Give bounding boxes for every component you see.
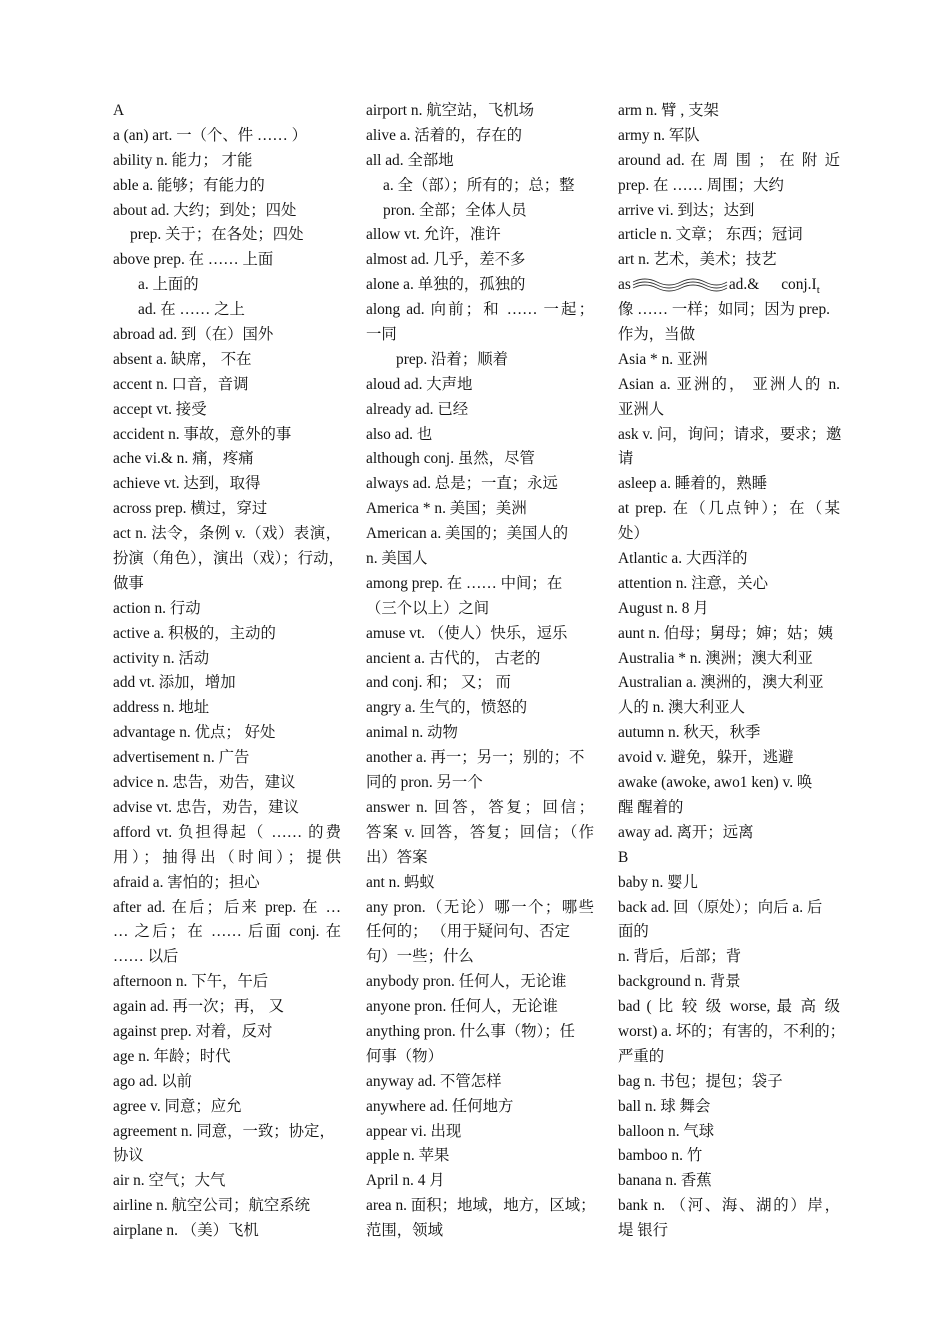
entry-line: animal n. 动物 — [366, 724, 458, 742]
entry-line: 范围，领域 — [366, 1222, 443, 1240]
entry-line: away ad. 离开；远离 — [618, 823, 754, 841]
entry-line: appear vi. 出现 — [366, 1122, 462, 1140]
column-1 — [113, 99, 344, 1244]
entry-line: baby n. 婴儿 — [618, 873, 698, 891]
entry-line: alive a. 活着的，存在的 — [366, 126, 523, 144]
entry-line: apple n. 苹果 — [366, 1147, 450, 1165]
entry-line: autumn n. 秋天，秋季 — [618, 724, 761, 742]
entry-line: bamboo n. 竹 — [618, 1147, 703, 1165]
entry-line: army n. 军队 — [618, 126, 700, 144]
entry-line: anybody pron. 任何人，无论谁 — [366, 973, 567, 991]
entry-line: 句）一些；什么 — [366, 948, 474, 966]
entry-line: ad. 在 …… 之上 — [138, 301, 245, 319]
wavy-underline-mark — [631, 280, 729, 292]
entry-line: absent a. 缺席， 不在 — [113, 350, 252, 368]
entry-line: 作为，当做 — [618, 326, 695, 344]
entry-line: 何事（物） — [366, 1047, 443, 1065]
entry-line: A — [113, 102, 125, 119]
entry-line: 处） — [618, 525, 649, 543]
entry-line: among prep. 在 …… 中间；在 — [366, 574, 563, 592]
entry-line: ball n. 球 舞会 — [618, 1097, 711, 1115]
entry-line: aloud ad. 大声地 — [366, 375, 473, 393]
entry-line: 堤 银行 — [618, 1222, 669, 1240]
entry-line: 亚洲人 — [618, 400, 665, 418]
entry-line: afford vt. 负担得起（ …… 的费 — [113, 823, 341, 841]
entry-line: 协议 — [113, 1147, 144, 1165]
entry-line: airline n. 航空公司；航空系统 — [113, 1197, 311, 1215]
entry-line: agree v. 同意；应允 — [113, 1097, 242, 1115]
entry-line: American a. 美国的；美国人的 — [366, 525, 569, 543]
entry-line: age n. 年龄；时代 — [113, 1047, 231, 1065]
entry-line: Australian a. 澳洲的，澳大利亚 — [618, 674, 824, 692]
entry-line: at prep. 在（几点钟）；在（某 — [618, 500, 840, 518]
entry-line: bad ( 比 较 级 worse, 最 高 级 — [618, 998, 840, 1016]
entry-line: awake (awoke, awo1 ken) v. 唤 — [618, 774, 813, 792]
entry-line: asleep a. 睡着的，熟睡 — [618, 475, 768, 493]
entry-line: article n. 文章； 东西；冠词 — [618, 226, 803, 244]
entry-line: accept vt. 接受 — [113, 400, 207, 418]
entry-line: （三个以上）之间 — [366, 599, 490, 617]
entry-line: a. 上面的 — [138, 276, 199, 294]
entry-line: another a. 再一；另一；别的；不 — [366, 749, 585, 767]
entry-line: across prep. 横过，穿过 — [113, 500, 268, 518]
entry-mark-sub: t — [816, 284, 820, 297]
entry-line: 人的 n. 澳大利亚人 — [618, 699, 745, 717]
entry-line: airport n. 航空站，飞机场 — [366, 102, 534, 119]
entry-line: America * n. 美国；美洲 — [366, 500, 527, 518]
entry-line: act n. 法令，条例 v.（戏）表演， — [113, 525, 341, 543]
entry-line: also ad. 也 — [366, 425, 433, 443]
entry-line: back ad. 回（原处）；向后 a. 后 — [618, 898, 823, 916]
entry-line: achieve vt. 达到，取得 — [113, 475, 261, 493]
column-2 — [366, 99, 594, 1244]
entry-line: although conj. 虽然，尽管 — [366, 450, 535, 468]
entry-line: anyone pron. 任何人，无论谁 — [366, 998, 558, 1016]
entry-line: prep. 在 …… 周围；大约 — [618, 176, 784, 194]
entry-line: again ad. 再一次；再， 又 — [113, 998, 284, 1016]
entry-line: ask v. 问，询问；请求，要求；邀 — [618, 425, 842, 443]
entry-line: allow vt. 允许，准许 — [366, 226, 501, 244]
entry-line: 出）答案 — [366, 848, 428, 866]
entry-line: arrive vi. 到达；达到 — [618, 201, 755, 219]
entry-line: 醒 醒着的 — [618, 798, 684, 816]
entry-line: 面的 — [618, 923, 649, 941]
entry-line: about ad. 大约；到处；四处 — [113, 201, 297, 219]
entry-line: add vt. 添加，增加 — [113, 674, 236, 692]
entry-line: arm n. 臂 , 支架 — [618, 102, 719, 119]
entry-line: afternoon n. 下午，午后 — [113, 973, 269, 991]
entry-line: ability n. 能力； 才能 — [113, 151, 253, 169]
entry-line: 请 — [618, 450, 634, 468]
entry-line: all ad. 全部地 — [366, 151, 454, 169]
entry-line: ant n. 蚂蚁 — [366, 873, 435, 891]
entry-line: 同的 pron. 另一个 — [366, 774, 483, 792]
entry-line: accident n. 事故，意外的事 — [113, 425, 292, 443]
entry-line: art n. 艺术，美术；技艺 — [618, 251, 777, 269]
entry-line: almost ad. 几乎，差不多 — [366, 251, 526, 269]
column-3 — [618, 99, 845, 1244]
entry-line: anywhere ad. 任何地方 — [366, 1097, 514, 1115]
entry-line: abroad ad. 到（在）国外 — [113, 326, 274, 344]
entry-line: prep. 关于；在各处；四处 — [130, 226, 304, 244]
entry-line: air n. 空气；大气 — [113, 1172, 226, 1190]
entry-line: area n. 面积；地域，地方，区域； — [366, 1197, 596, 1215]
entry-line: action n. 行动 — [113, 599, 201, 617]
entry-line: April n. 4 月 — [366, 1172, 445, 1190]
entry-line: ago ad. 以前 — [113, 1072, 193, 1090]
entry-line: Asia * n. 亚洲 — [618, 350, 708, 368]
entry-line: ache vi.& n. 痛，疼痛 — [113, 450, 254, 468]
entry-mark: I — [811, 276, 817, 294]
entry-line: … 之后；在 …… 后面 conj. 在 — [113, 923, 341, 941]
entry-line: airplane n. （美）飞机 — [113, 1222, 259, 1240]
entry-line: already ad. 已经 — [366, 400, 469, 418]
entry-line: ancient a. 古代的， 古老的 — [366, 649, 541, 667]
entry-line: Australia * n. 澳洲；澳大利亚 — [618, 649, 813, 667]
entry-line: bag n. 书包；提包；袋子 — [618, 1072, 783, 1090]
entry-line: Asian a. 亚洲的， 亚洲人的 n. — [618, 375, 840, 393]
entry-line: pron. 全部；全体人员 — [383, 201, 527, 219]
entry-line: anything pron. 什么事（物）；任 — [366, 1022, 576, 1040]
entry-line: a (an) art. 一（个、件 …… ） — [113, 126, 308, 144]
entry-line: accent n. 口音，音调 — [113, 375, 249, 393]
entry-line: address n. 地址 — [113, 699, 210, 717]
entry-line: alone a. 单独的，孤独的 — [366, 276, 526, 294]
entry-line: prep. 沿着；顺着 — [396, 350, 508, 368]
entry-line: angry a. 生气的，愤怒的 — [366, 699, 528, 717]
entry-line: any pron.（无论）哪一个；哪些 — [366, 898, 594, 916]
entry-line: advice n. 忠告，劝告，建议 — [113, 774, 296, 792]
entry-line: worst) a. 坏的；有害的，不利的； — [618, 1022, 845, 1040]
entry-line: n. 美国人 — [366, 550, 428, 568]
entry-line: answer n. 回答，答复；回信； — [366, 798, 594, 816]
entry-line: activity n. 活动 — [113, 649, 210, 667]
entry-line: around ad. 在 周 围 ； 在 附 近 — [618, 151, 840, 169]
entry-line: 像 …… 一样；如同；因为 prep. — [618, 301, 831, 319]
entry-line: always ad. 总是；一直；永远 — [366, 475, 558, 493]
entry-line — [618, 273, 840, 298]
entry-line: along ad. 向前；和 …… 一起； — [366, 301, 594, 319]
entry-line: aunt n. 伯母；舅母；婶；姑；姨 — [618, 624, 834, 642]
entry-line: able a. 能够；有能力的 — [113, 176, 265, 194]
entry-word: as — [618, 276, 631, 294]
entry-line: anyway ad. 不管怎样 — [366, 1072, 502, 1090]
entry-line: against prep. 对着，反对 — [113, 1022, 273, 1040]
entry-line: above prep. 在 …… 上面 — [113, 251, 274, 269]
entry-line: banana n. 香蕉 — [618, 1172, 712, 1190]
entry-line: advantage n. 优点； 好处 — [113, 724, 276, 742]
entry-line: advertisement n. 广告 — [113, 749, 250, 767]
entry-pos: ad.& — [728, 276, 760, 294]
entry-line: active a. 积极的，主动的 — [113, 624, 276, 642]
entry-line: August n. 8 月 — [618, 599, 709, 617]
entry-pos: conj. — [781, 276, 812, 294]
entry-line: balloon n. 气球 — [618, 1122, 715, 1140]
entry-line: bank n. （河、海、湖的）岸， — [618, 1197, 840, 1215]
entry-line: attention n. 注意，关心 — [618, 574, 769, 592]
entry-line: background n. 背景 — [618, 973, 741, 991]
entry-line: and conj. 和； 又； 而 — [366, 674, 511, 692]
entry-line: Atlantic a. 大西洋的 — [618, 550, 748, 568]
entry-line: 做事 — [113, 574, 144, 592]
entry-line: 任何的； （用于疑问句、否定 — [366, 923, 570, 941]
entry-line: a. 全（部）；所有的；总；整 — [383, 176, 575, 194]
entry-line: avoid v. 避免，躲开，逃避 — [618, 749, 794, 767]
entry-line: …… 以后 — [113, 948, 179, 966]
entry-line: 扮演（角色），演出（戏）；行动， — [113, 550, 344, 568]
entry-line: n. 背后，后部；背 — [618, 948, 742, 966]
entry-line: 严重的 — [618, 1047, 665, 1065]
entry-line: agreement n. 同意，一致；协定， — [113, 1122, 335, 1140]
entry-line: 答案 v. 回答，答复；回信；（作 — [366, 823, 594, 841]
entry-line: afraid a. 害怕的；担心 — [113, 873, 260, 891]
entry-line: advise vt. 忠告，劝告，建议 — [113, 798, 299, 816]
entry-line: after ad. 在后；后来 prep. 在 … — [113, 898, 341, 916]
entry-line: 用）；抽得出（时间）；提供 — [113, 848, 341, 866]
entry-line: B — [618, 848, 629, 866]
entry-line: amuse vt. （使人）快乐，逗乐 — [366, 624, 568, 642]
entry-line: 一同 — [366, 326, 397, 344]
